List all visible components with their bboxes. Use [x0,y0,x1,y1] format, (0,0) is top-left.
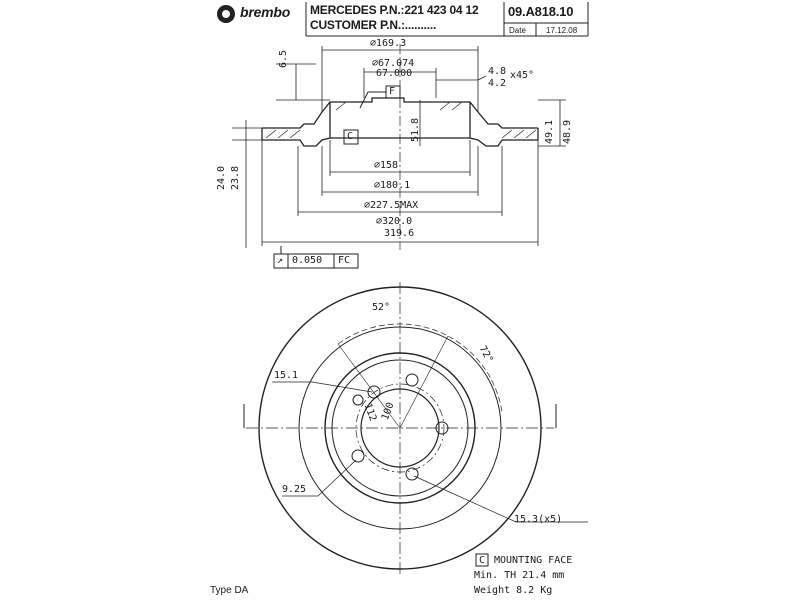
min-thickness-note: Min. TH 21.4 mm [474,570,565,581]
runout-symbol: ↗ [277,255,284,266]
dim-320-max: ∅320.0 [376,216,413,227]
disc-front-view [244,282,588,576]
mounting-key: C [479,555,486,566]
date-label: Date [509,26,526,35]
brand-logo: brembo [240,4,291,20]
datum-f-label: F [389,86,396,97]
dim-67-min: 67.000 [376,68,413,79]
bolt-hole [352,450,364,462]
dim-180: ∅180.1 [374,180,411,191]
brembo-logo-mark [217,5,235,23]
datum-c-label: C [347,131,354,142]
angle-52: 52° [372,302,391,313]
bolt-hole [406,374,418,386]
dim-227-max: ∅227.5MAX [364,200,419,211]
vane-hatch [266,102,536,138]
dim-pcd-112: 112 [361,402,379,423]
angle-72: 72° [476,344,496,366]
bolt-hole [368,386,380,398]
runout-reference: FC [338,255,351,266]
dim-24-0: 24.0 [216,165,227,190]
date-value: 17.12.08 [546,26,578,35]
customer-part-number: CUSTOMER P.N.:.......... [310,18,437,32]
mounting-face-note: MOUNTING FACE [494,555,573,566]
oem-part-number: MERCEDES P.N.:221 423 04 12 [310,3,479,17]
dim-67-max: ∅67.074 [372,58,415,69]
type-note: Type DA [210,585,249,596]
dim-15-1: 15.1 [274,370,299,381]
brembo-part-number: 09.A818.10 [508,4,574,19]
dim-chamfer-angle: x45° [510,70,535,81]
dim-9-25: 9.25 [282,484,307,495]
dim-6-5: 6.5 [278,49,289,68]
dim-51-8: 51.8 [410,117,421,142]
dim-169: ∅169.3 [370,38,407,49]
runout-value: 0.050 [292,255,323,266]
dim-chamfer-2: 4.2 [488,78,507,89]
weight-note: Weight 8.2 Kg [474,585,553,596]
dim-49-1: 49.1 [544,119,555,144]
dim-158: ∅158 [374,160,399,171]
dim-hub-100: 100 [380,401,397,422]
bolt-hole [406,468,418,480]
dim-bolt-holes: 15.3(x5) [514,514,563,525]
dim-23-8: 23.8 [230,165,241,190]
dim-chamfer-1: 4.8 [488,66,507,77]
locator-hole [353,395,363,405]
dim-320-min: 319.6 [384,228,415,239]
dim-48-9: 48.9 [562,119,573,144]
